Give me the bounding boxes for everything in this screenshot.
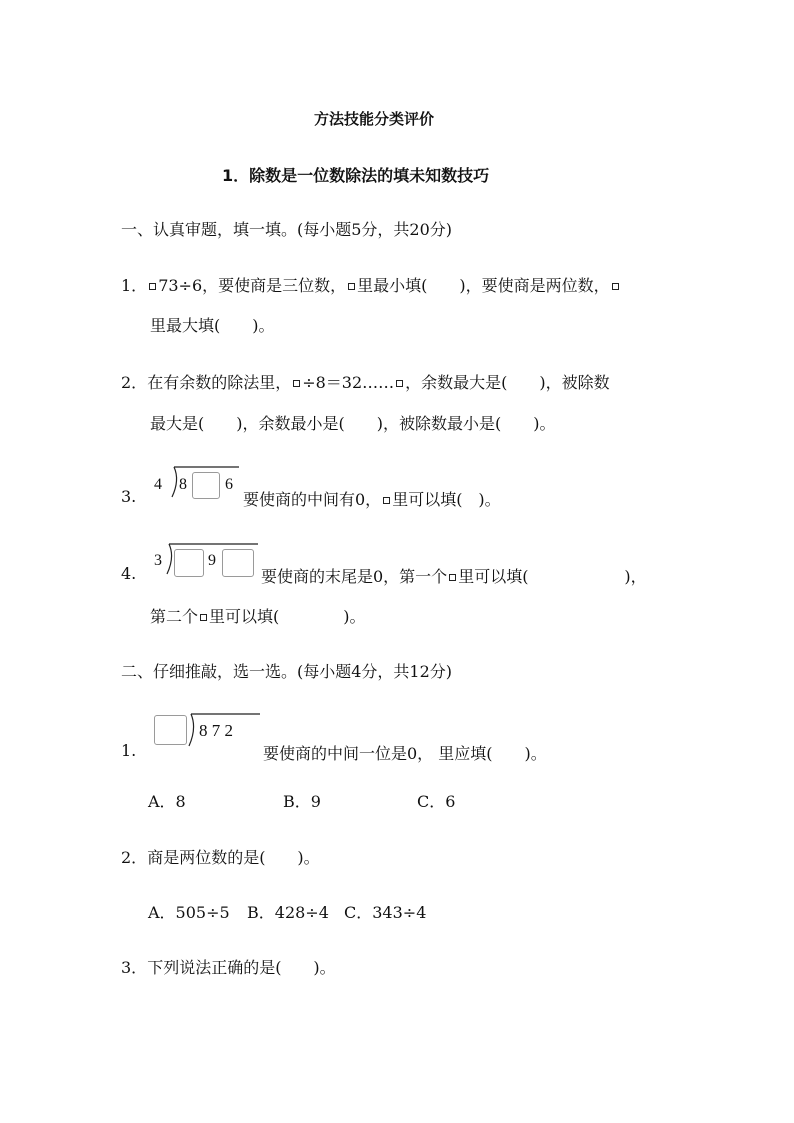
blank-square-icon [396, 380, 403, 387]
s1-q1-text-a: 73÷6，要使商是三位数， [158, 276, 347, 295]
blank-square-icon [293, 380, 300, 387]
s2-q2-option-b: B．428÷4 [247, 903, 329, 922]
s1-q1-text-b: 里最小填( )，要使商是两位数， [357, 276, 610, 295]
s1-q4-division-figure [150, 541, 260, 581]
s1-q4-text-b: 里可以填( )， [458, 567, 647, 586]
s2-q3-text: 下列说法正确的是( )。 [147, 958, 336, 977]
s1-q4-dividend-digit2: 9 [208, 552, 216, 569]
s2-q2-option-a: A．505÷5 [148, 903, 230, 922]
blank-square-icon [449, 574, 456, 581]
s1-q4-line2-a: 第二个 [150, 607, 199, 626]
s1-q3-dividend-digit1: 8 [179, 476, 187, 493]
s2-q1-option-b: B．9 [283, 792, 321, 811]
page-title: 方法技能分类评价 [314, 110, 435, 128]
s2-q1-dividend: 8 7 2 [199, 721, 233, 740]
section2-heading: 二、仔细推敲，选一选。(每小题4分，共12分) [121, 662, 453, 681]
s1-q2-text-b: ÷8＝32…… [302, 373, 395, 392]
s1-q4-text [261, 564, 647, 587]
s1-q4-text-a: 要使商的末尾是0，第一个 [261, 567, 448, 586]
s1-q4-line2 [150, 604, 366, 627]
blank-square-icon [200, 614, 207, 621]
section1-heading: 一、认真审题，填一填。(每小题5分，共20分) [121, 220, 453, 239]
s1-q3-divisor: 4 [154, 476, 162, 493]
s1-q4-second-blank-box [222, 549, 254, 577]
s2-q2-option-c: C．343÷4 [344, 903, 427, 922]
page-subtitle: 1．除数是一位数除法的填未知数技巧 [222, 166, 490, 185]
s2-q3-line [121, 955, 336, 978]
s2-q1-text: 要使商的中间一位是0， 里应填( )。 [263, 744, 547, 763]
s1-q4-first-blank-box [174, 549, 204, 577]
blank-square-icon [383, 497, 390, 504]
s1-q4-line2-b: 里可以填( )。 [209, 607, 366, 626]
blank-square-icon [149, 283, 156, 290]
blank-square-icon [348, 283, 355, 290]
s1-q1-line2: 里最大填( )。 [150, 316, 275, 335]
s1-q4-divisor: 3 [154, 552, 162, 569]
s1-q3-dividend-digit3: 6 [225, 476, 233, 493]
s1-q2-text-a: 在有余数的除法里， [147, 373, 292, 392]
s2-q3-number: 3． [121, 958, 148, 977]
s1-q3-digit-blank-box [192, 472, 220, 499]
s2-q1-option-a: A．8 [148, 792, 186, 811]
s1-q3-text-a: 要使商的中间有0， [243, 490, 382, 509]
blank-square-icon [612, 283, 619, 290]
s2-q2-number: 2． [121, 848, 148, 867]
s2-q2-text: 商是两位数的是( )。 [147, 848, 320, 867]
s1-q3-number: 3. [121, 487, 137, 506]
s2-q1-division-figure [152, 711, 262, 753]
s1-q3-division-figure [150, 464, 242, 504]
s2-q1-number: 1. [121, 741, 137, 760]
s2-q1-option-c: C．6 [417, 792, 456, 811]
s1-q1-number: 1． [121, 276, 148, 295]
s1-q2-line1 [121, 370, 610, 393]
s1-q2-line2: 最大是( )，余数最小是( )，被除数最小是( )。 [150, 414, 556, 433]
s1-q3-text [243, 487, 501, 510]
s1-q1-line1 [121, 273, 621, 296]
s1-q3-text-b: 里可以填( )。 [392, 490, 501, 509]
s1-q4-number: 4. [121, 564, 137, 583]
s1-q2-number: 2． [121, 373, 148, 392]
s2-q2-line [121, 845, 320, 868]
s1-q2-text-c: ，余数最大是( )，被除数 [405, 373, 610, 392]
